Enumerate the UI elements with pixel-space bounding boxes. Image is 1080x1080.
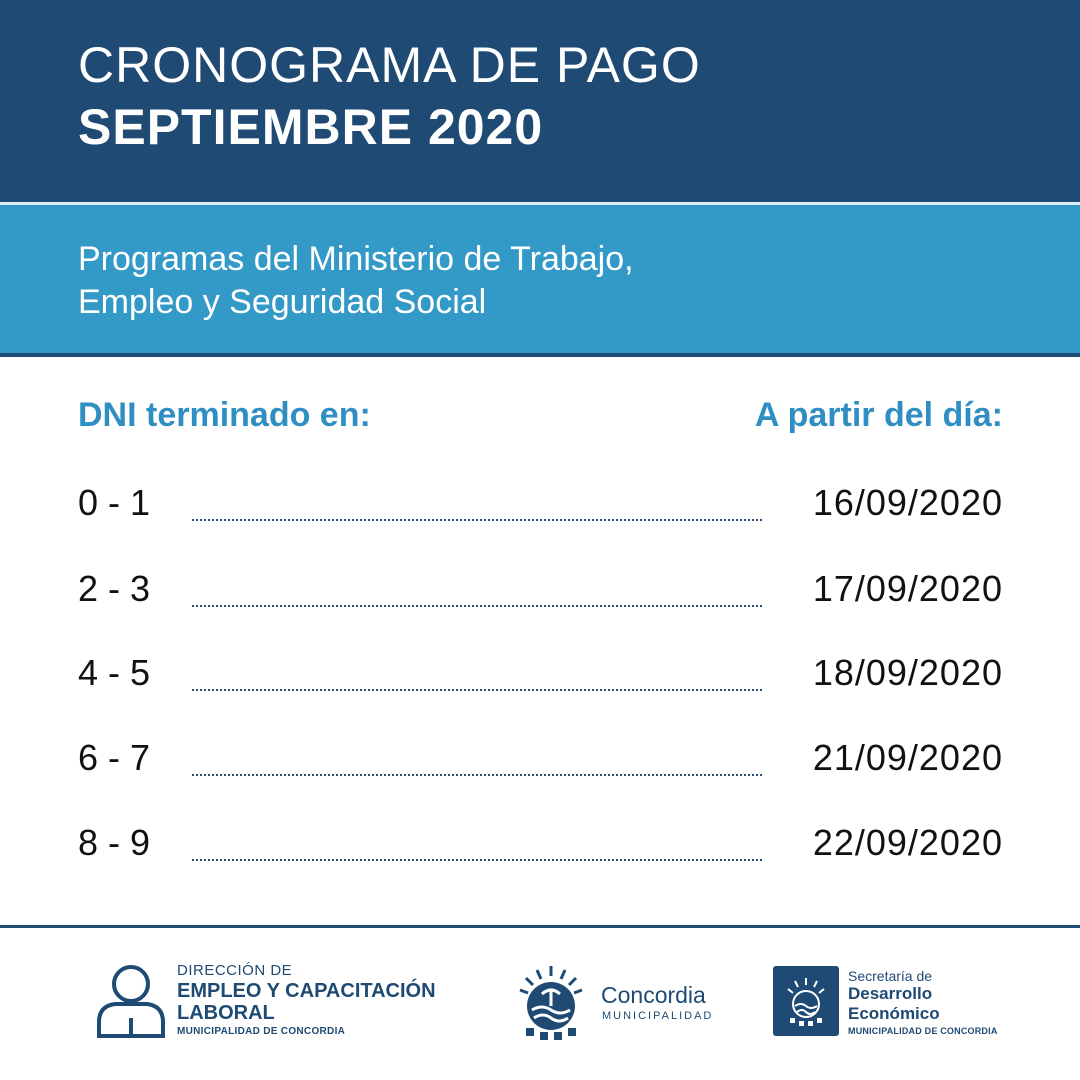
program-banner	[0, 205, 1080, 355]
dotted-leader	[192, 689, 762, 691]
dni-range: 6 - 7	[78, 737, 151, 778]
logo-concordia-sub: MUNICIPALIDAD	[602, 1010, 714, 1022]
dotted-leader	[192, 774, 762, 776]
logo-direccion-empleo	[95, 962, 475, 1042]
payment-date: 16/09/2020	[812, 482, 1003, 523]
logo-concordia	[512, 962, 732, 1042]
logo-secretaria	[773, 966, 1003, 1038]
schedule-row	[0, 822, 1080, 872]
logo-direccion-small: DIRECCIÓN DE	[177, 962, 293, 979]
logo-secretaria-line-3: Económico	[848, 1004, 940, 1023]
schedule-row	[0, 568, 1080, 618]
program-banner-border	[0, 353, 1080, 357]
page-subtitle: SEPTIEMBRE 2020	[78, 99, 544, 155]
program-line-2: Empleo y Seguridad Social	[78, 283, 487, 321]
schedule-row	[0, 737, 1080, 787]
logo-secretaria-line-2: Desarrollo	[848, 984, 933, 1003]
logo-secretaria-municipality: MUNICIPALIDAD DE CONCORDIA	[848, 1026, 998, 1036]
concordia-seal-icon	[512, 962, 590, 1040]
logo-direccion-title-1: EMPLEO Y CAPACITACIÓN	[177, 980, 436, 1002]
logo-direccion-municipality: MUNICIPALIDAD DE CONCORDIA	[177, 1026, 346, 1037]
logo-direccion-title-2: LABORAL	[177, 1002, 275, 1024]
logo-secretaria-line-1: Secretaría de	[848, 968, 933, 984]
program-line-1: Programas del Ministerio de Trabajo,	[78, 240, 634, 278]
page-title: CRONOGRAMA DE PAGO	[78, 37, 701, 93]
payment-date: 21/09/2020	[812, 737, 1003, 778]
dni-column-header: DNI terminado en:	[78, 396, 371, 434]
payment-date: 22/09/2020	[812, 822, 1003, 863]
secretaria-seal-box	[773, 966, 839, 1036]
dotted-leader	[192, 859, 762, 861]
dotted-leader	[192, 605, 762, 607]
dni-range: 4 - 5	[78, 652, 151, 693]
schedule-row	[0, 482, 1080, 532]
dni-range: 2 - 3	[78, 568, 151, 609]
logo-concordia-name: Concordia	[601, 982, 706, 1008]
payment-date: 17/09/2020	[812, 568, 1003, 609]
footer-divider	[0, 925, 1080, 928]
dni-range: 0 - 1	[78, 482, 151, 523]
payment-date: 18/09/2020	[812, 652, 1003, 693]
schedule-row	[0, 652, 1080, 702]
date-column-header: A partir del día:	[754, 396, 1003, 434]
secretaria-seal-icon	[773, 966, 839, 1036]
dni-range: 8 - 9	[78, 822, 151, 863]
person-icon	[95, 962, 167, 1038]
dotted-leader	[192, 519, 762, 521]
